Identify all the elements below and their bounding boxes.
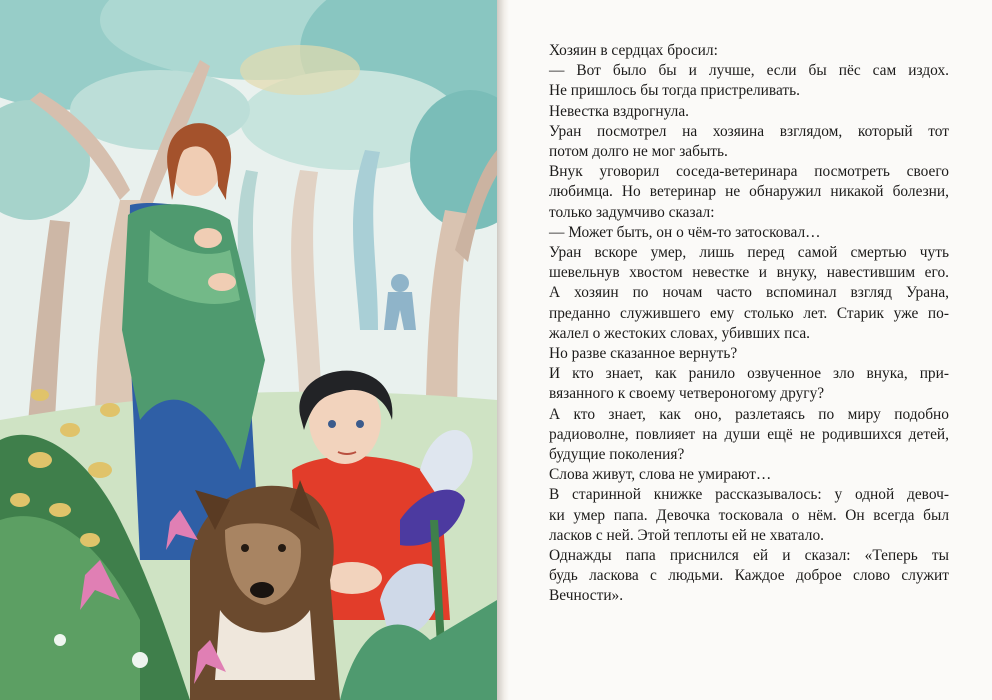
text-line: ки умер папа. Девочка тосковала о нём. Он всегда был <box>549 506 949 524</box>
text-line: шевельнув хвостом невестке и внуку, навестившим его. <box>549 264 949 282</box>
text-line: Не пришлось бы тогда пристреливать. <box>549 82 801 100</box>
text-line: А кто знает, как оно, разлетаясь по миру подобно <box>549 405 949 423</box>
text-line: Внук уговорил соседа-ветеринара посмотреть своего <box>549 163 949 181</box>
text-line: Невестка вздрогнула. <box>549 102 690 120</box>
text-line: — Может быть, он о чём-то затосковал… <box>549 223 821 241</box>
text-line: будь ласкова с людьми. Каждое доброе слово служит <box>549 567 949 585</box>
text-line: И кто знает, как ранило озвученное зло внука, при- <box>549 365 949 383</box>
text-line: В старинной книжке рассказывалось: у одной девоч- <box>549 486 949 504</box>
text-line: преданно служившего ему столько лет. Старик уже по- <box>549 304 949 322</box>
text-line: Вечности». <box>549 587 624 605</box>
text-line: А хозяин по ночам часто вспоминал взгляд Урана, <box>549 284 949 302</box>
woman-hand <box>194 228 222 248</box>
book-gutter <box>497 0 509 700</box>
text-line: радиоволне, повлияет на души ещё не родившихся детей, <box>549 425 949 443</box>
text-line: любимца. Но ветеринар не обнаружил никакой болезни, <box>549 183 949 201</box>
text-line: Уран посмотрел на хозяина взглядом, который тот <box>549 122 949 140</box>
text-line: потом долго не мог забыть. <box>549 143 728 161</box>
text-line: вязанного к своему четвероногому другу? <box>549 385 825 403</box>
dog-figure <box>190 480 340 700</box>
text-line: будущие поколения? <box>549 446 685 464</box>
text-line: Слова живут, слова не умирают… <box>549 466 772 484</box>
text-page <box>509 0 992 700</box>
dog-nose <box>250 582 274 598</box>
text-line: Уран вскоре умер, лишь перед самой смертью чуть <box>549 244 949 262</box>
text-line: Однажды папа приснился ей и сказал: «Теперь ты <box>549 547 949 565</box>
text-line: только задумчиво сказал: <box>549 203 715 221</box>
text-line: жалел о жестоких словах, убивших пса. <box>549 324 811 342</box>
text-line: — Вот было бы и лучше, если бы пёс сам издох. <box>549 62 949 80</box>
text-line: Но разве сказанное вернуть? <box>549 345 738 363</box>
story-text <box>549 41 949 607</box>
text-line: ласков с ней. Этой теплоты ей не хватало. <box>549 526 824 544</box>
text-line: Хозяин в сердцах бросил: <box>549 42 718 59</box>
